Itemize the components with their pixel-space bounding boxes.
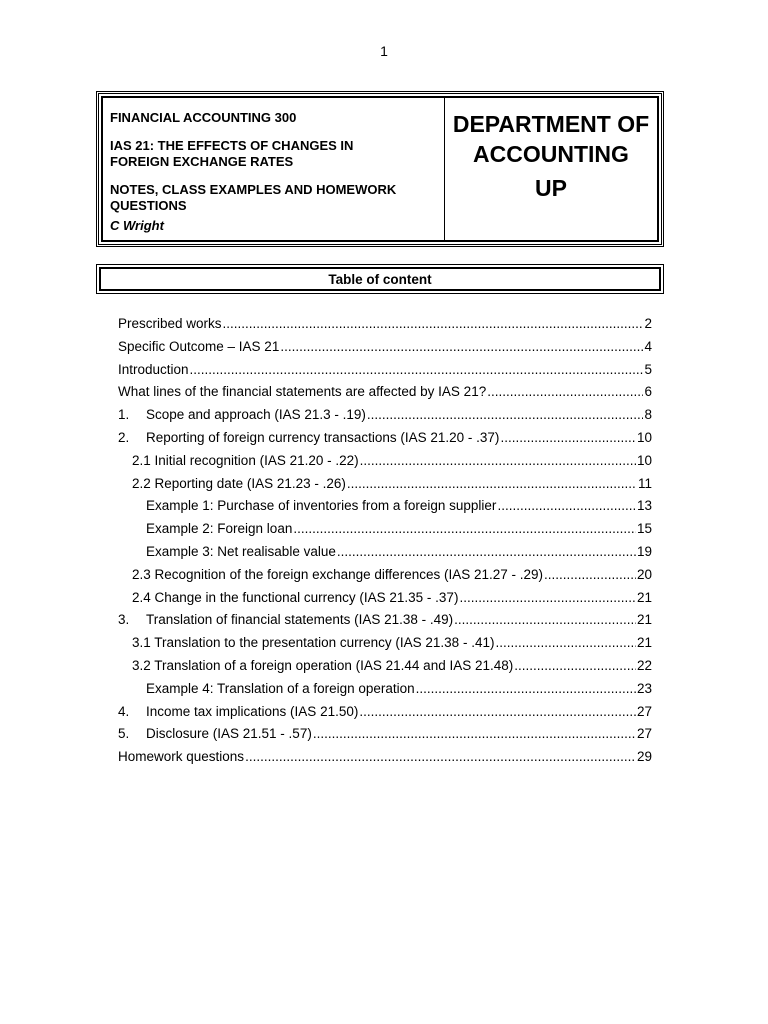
topic-line-1: IAS 21: THE EFFECTS OF CHANGES IN [110, 138, 354, 153]
toc-entry[interactable] [118, 632, 652, 655]
toc-entry-text: Disclosure (IAS 21.51 - .57) [146, 726, 312, 742]
notes-title [110, 182, 444, 214]
toc-entry[interactable] [118, 587, 652, 610]
toc-entry[interactable] [118, 541, 652, 564]
toc-entry-page: 10 [636, 429, 652, 445]
toc-entry-text: Example 4: Translation of a foreign operation [146, 680, 415, 696]
toc-entry-text: 3.1 Translation to the presentation currency (IAS 21.38 - .41) [132, 635, 495, 651]
toc-entry-text: 2.3 Recognition of the foreign exchange differences (IAS 21.27 - .29) [132, 566, 544, 582]
toc-entry-page: 22 [636, 657, 652, 673]
course-title: FINANCIAL ACCOUNTING 300 [110, 110, 297, 125]
toc-entry-page: 8 [644, 407, 652, 423]
toc-entry[interactable] [118, 655, 652, 678]
author-name: C Wright [110, 218, 164, 233]
toc-entry-page: 11 [637, 475, 652, 491]
toc-entry-number: 4. [118, 703, 130, 719]
toc-entry[interactable] [118, 404, 652, 427]
toc-entry-text: Specific Outcome – IAS 21 [118, 338, 280, 354]
toc-entry[interactable] [118, 678, 652, 701]
toc-entry-number: 5. [118, 726, 130, 742]
toc-leader-dots [459, 587, 636, 610]
table-of-contents [118, 313, 652, 769]
toc-entry[interactable] [118, 427, 652, 450]
toc-entry[interactable] [118, 473, 652, 496]
toc-entry-text: Scope and approach (IAS 21.3 - .19) [146, 407, 366, 423]
toc-entry-page: 15 [636, 521, 652, 537]
toc-entry-number: 2. [118, 429, 130, 445]
toc-entry-number: 1. [118, 407, 130, 423]
toc-leader-dots [280, 336, 643, 359]
toc-entry-text: Income tax implications (IAS 21.50) [146, 703, 359, 719]
toc-entry-text: 2.4 Change in the functional currency (IAS 21.35 - .37) [132, 589, 459, 605]
toc-entry-page: 23 [636, 680, 652, 696]
toc-entry-page: 29 [636, 749, 652, 765]
toc-title-box [96, 264, 664, 294]
page-number: 1 [380, 43, 388, 59]
topic-line-2: FOREIGN EXCHANGE RATES [110, 154, 294, 169]
toc-leader-dots [245, 746, 636, 769]
toc-entry[interactable] [118, 359, 652, 382]
toc-leader-dots [544, 564, 636, 587]
toc-entry[interactable] [118, 336, 652, 359]
toc-entry-text: Homework questions [118, 749, 245, 765]
toc-entry-number: 3. [118, 612, 130, 628]
toc-leader-dots [293, 518, 636, 541]
toc-leader-dots [416, 678, 636, 701]
notes-line-2: QUESTIONS [110, 198, 187, 213]
toc-entry[interactable] [118, 495, 652, 518]
toc-entry-page: 20 [636, 566, 652, 582]
toc-entry[interactable] [118, 313, 652, 336]
toc-title: Table of content [99, 267, 661, 291]
toc-leader-dots [495, 632, 636, 655]
toc-entry-page: 21 [636, 612, 652, 628]
department-line-1: DEPARTMENT OF [452, 111, 650, 137]
toc-entry-page: 21 [636, 635, 652, 651]
toc-entry-page: 27 [636, 726, 652, 742]
toc-entry-text: What lines of the financial statements are affected by IAS 21? [118, 384, 487, 400]
toc-entry-page: 27 [636, 703, 652, 719]
course-info [103, 98, 445, 240]
toc-entry[interactable] [118, 564, 652, 587]
department-block [445, 98, 657, 240]
notes-line-1: NOTES, CLASS EXAMPLES AND HOMEWORK [110, 182, 397, 197]
toc-entry-text: 3.2 Translation of a foreign operation (IAS 21.44 and IAS 21.48) [132, 657, 514, 673]
toc-entry[interactable] [118, 746, 652, 769]
title-block [96, 91, 664, 247]
toc-entry-text: Prescribed works [118, 316, 222, 331]
toc-entry-text: Translation of financial statements (IAS 21.38 - .49) [146, 612, 454, 628]
toc-entry-text: Example 2: Foreign loan [146, 521, 293, 537]
toc-entry-page: 10 [636, 452, 652, 468]
toc-entry-text: 2.2 Reporting date (IAS 21.23 - .26) [132, 475, 346, 491]
toc-entry-text: Example 1: Purchase of inventories from a foreign supplier [146, 498, 497, 514]
toc-entry[interactable] [118, 701, 652, 724]
toc-entry-text: Example 3: Net realisable value [146, 543, 336, 559]
department-line-2: ACCOUNTING [473, 141, 629, 167]
toc-leader-dots [514, 655, 636, 678]
toc-entry-page: 19 [636, 543, 652, 559]
toc-entry-page: 6 [644, 384, 652, 400]
toc-entry[interactable] [118, 518, 652, 541]
toc-entry-text: 2.1 Initial recognition (IAS 21.20 - .22) [132, 452, 359, 468]
toc-leader-dots [500, 427, 636, 450]
toc-leader-dots [454, 609, 636, 632]
toc-leader-dots [347, 473, 637, 496]
toc-leader-dots [487, 381, 643, 404]
toc-entry-page: 5 [644, 361, 652, 377]
toc-entry-page: 2 [644, 316, 652, 331]
toc-leader-dots [359, 701, 636, 724]
toc-entry[interactable] [118, 450, 652, 473]
toc-entry[interactable] [118, 381, 652, 404]
toc-entry[interactable] [118, 609, 652, 632]
toc-leader-dots [497, 495, 636, 518]
toc-leader-dots [190, 359, 644, 382]
toc-entry-page: 13 [636, 498, 652, 514]
university-abbreviation: UP [535, 175, 567, 201]
toc-leader-dots [367, 404, 644, 427]
toc-leader-dots [313, 723, 636, 746]
toc-entry[interactable] [118, 723, 652, 746]
toc-leader-dots [360, 450, 636, 473]
toc-entry-page: 21 [636, 589, 652, 605]
toc-leader-dots [337, 541, 636, 564]
toc-entry-page: 4 [644, 338, 652, 354]
topic-title [110, 138, 444, 170]
title-block-inner [101, 96, 659, 242]
toc-entry-text: Introduction [118, 361, 189, 377]
toc-entry-text: Reporting of foreign currency transactions (IAS 21.20 - .37) [146, 429, 500, 445]
toc-leader-dots [223, 313, 644, 336]
